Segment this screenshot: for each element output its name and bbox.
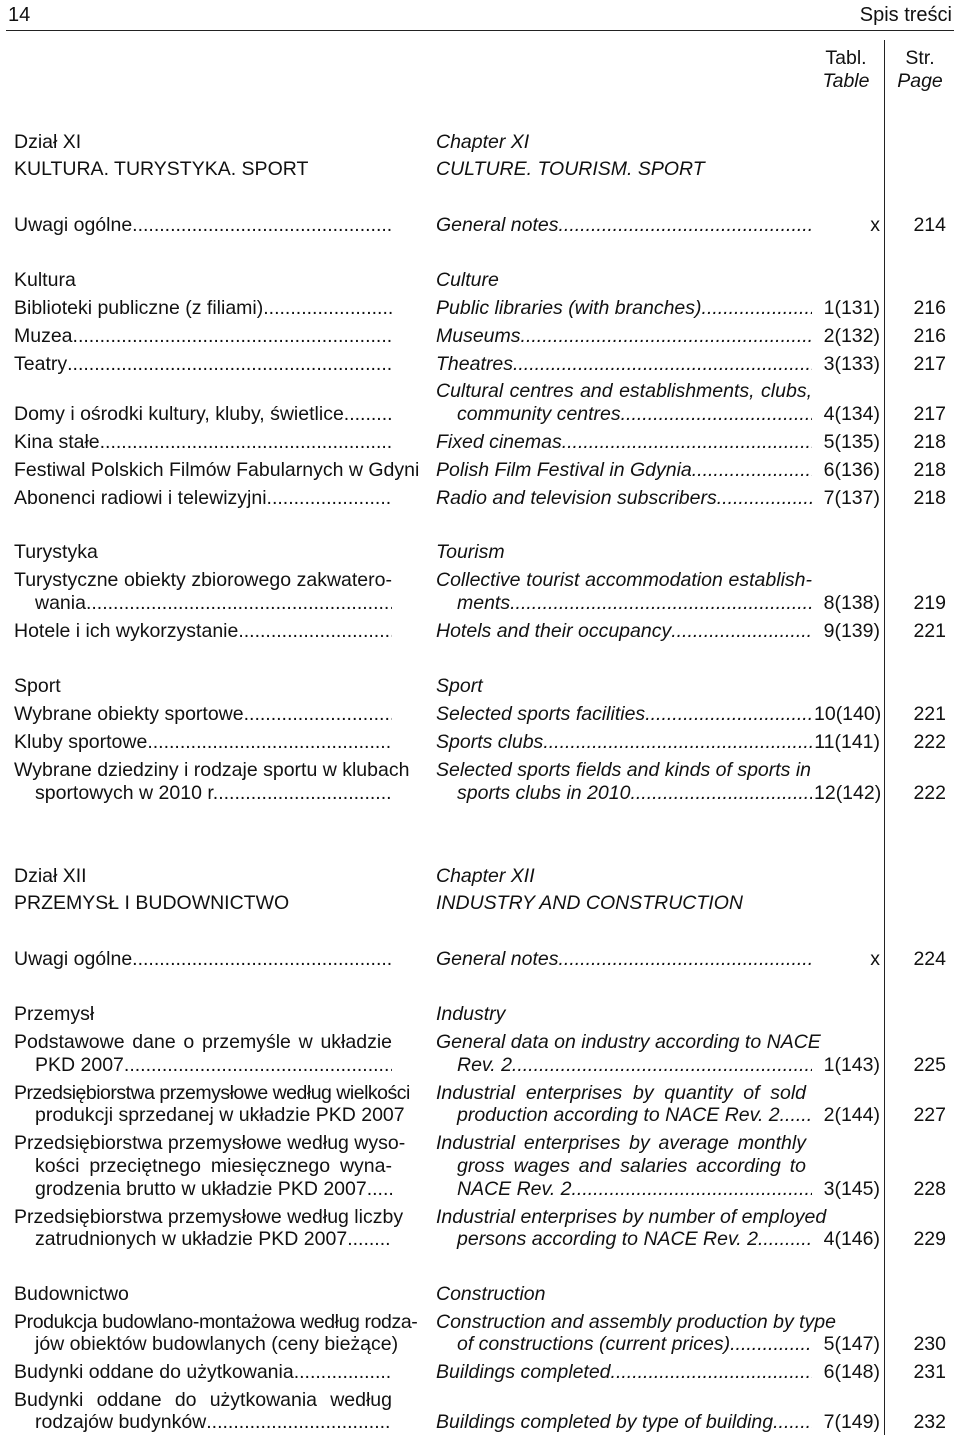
toc-entry-en[interactable]: ments ..... — [436, 592, 812, 615]
page-ref[interactable]: 214 — [913, 214, 946, 236]
toc-entry-pl[interactable]: Hotele i ich wykorzystanie ..... — [14, 620, 392, 643]
toc-entry-pl-line: Budynki oddane do użytkowania według — [14, 1389, 392, 1411]
section-heading-pl: Turystyka — [14, 541, 98, 563]
toc-entry-pl[interactable]: zatrudnionych w układzie PKD 2007 ..... — [14, 1228, 392, 1251]
table-number: 2(144) — [823, 1104, 880, 1126]
page-ref[interactable]: 232 — [913, 1411, 946, 1433]
toc-entry-en-line: Industrial enterprises by number of employed — [436, 1206, 827, 1228]
toc-entry-pl-line: Przedsiębiorstwa przemysłowe według wielkości — [14, 1082, 410, 1104]
table-number: x — [870, 948, 880, 970]
chapter-label-pl: Dział XI — [14, 131, 82, 153]
chapter-title-en: INDUSTRY AND CONSTRUCTION — [436, 892, 743, 914]
toc-entry-en[interactable]: Hotels and their occupancy ..... — [436, 620, 812, 643]
table-number: 12(142) — [814, 782, 882, 804]
toc-entry-pl[interactable]: Biblioteki publiczne (z filiami) ..... — [14, 297, 392, 320]
table-number: 1(131) — [823, 297, 880, 319]
toc-entry-pl[interactable]: sportowych w 2010 r. ..... — [14, 782, 392, 805]
toc-entry-en[interactable]: Buildings completed ..... — [436, 1361, 812, 1384]
toc-entry-pl[interactable]: Uwagi ogólne ..... — [14, 948, 392, 971]
toc-entry-pl[interactable]: Uwagi ogólne ..... — [14, 214, 392, 237]
toc-entry-en-line: Construction and assembly production by type — [436, 1311, 836, 1333]
page-ref[interactable]: 216 — [913, 297, 946, 319]
section-heading-en: Tourism — [436, 541, 505, 563]
page-ref[interactable]: 222 — [913, 731, 946, 753]
table-column-header — [812, 47, 880, 93]
table-number: 5(147) — [823, 1333, 880, 1355]
toc-entry-pl[interactable]: Abonenci radiowi i telewizyjni ..... — [14, 487, 392, 510]
header-rule — [6, 30, 954, 31]
table-number: 3(133) — [823, 353, 880, 375]
table-number: 7(149) — [823, 1411, 880, 1433]
toc-entry-en-line: Industrial enterprises by average monthly — [436, 1132, 806, 1154]
page-header-pl: Str. — [905, 47, 935, 69]
page-ref[interactable]: 230 — [913, 1333, 946, 1355]
toc-entry-en[interactable]: persons according to NACE Rev. 2 ..... — [436, 1228, 812, 1251]
toc-entry-pl[interactable]: produkcji sprzedanej w układzie PKD 2007 — [35, 1104, 405, 1126]
table-header-en: Table — [822, 70, 870, 92]
toc-entry-en-line: gross wages and salaries according to — [457, 1155, 806, 1177]
toc-entry-pl[interactable]: Wybrane obiekty sportowe ..... — [14, 703, 392, 726]
table-number: 1(143) — [823, 1054, 880, 1076]
table-number: 3(145) — [823, 1178, 880, 1200]
toc-entry-en[interactable]: Fixed cinemas ..... — [436, 431, 812, 454]
table-number: 6(148) — [823, 1361, 880, 1383]
toc-entry-pl-line: Wybrane dziedziny i rodzaje sportu w klubach — [14, 759, 410, 781]
toc-entry-pl-line: Turystyczne obiekty zbiorowego zakwatero- — [14, 569, 392, 591]
toc-entry-pl[interactable]: rodzajów budynków ..... — [14, 1411, 392, 1434]
table-number: x — [870, 214, 880, 236]
table-number: 8(138) — [823, 592, 880, 614]
page-header-en: Page — [897, 70, 943, 92]
toc-entry-en[interactable]: of constructions (current prices) ..... — [436, 1333, 812, 1356]
toc-entry-pl[interactable]: jów obiektów budowlanych (ceny bieżące) — [35, 1333, 399, 1355]
page-ref[interactable]: 222 — [913, 782, 946, 804]
page-ref[interactable]: 216 — [913, 325, 946, 347]
toc-entry-pl-line: Przedsiębiorstwa przemysłowe według wyso- — [14, 1132, 406, 1154]
toc-entry-en-line: Selected sports fields and kinds of sports in — [436, 759, 812, 781]
page-number: 14 — [8, 4, 31, 26]
page-ref[interactable]: 221 — [913, 703, 946, 725]
page-ref[interactable]: 229 — [913, 1228, 946, 1250]
toc-entry-en-line: Industrial enterprises by quantity of sold — [436, 1082, 806, 1104]
page-ref[interactable]: 218 — [913, 431, 946, 453]
chapter-title-pl: PRZEMYSŁ I BUDOWNICTWO — [14, 892, 290, 914]
page-ref[interactable]: 224 — [913, 948, 946, 970]
toc-entry-en[interactable]: Theatres ..... — [436, 353, 812, 376]
toc-entry-en-line: General data on industry according to NACE — [436, 1031, 821, 1053]
toc-entry-pl[interactable]: Festiwal Polskich Filmów Fabularnych w Gdyni — [14, 459, 420, 481]
section-heading-en: Culture — [436, 269, 499, 291]
toc-entry-en-line: Cultural centres and establishments, clubs, — [436, 380, 812, 402]
section-heading-en: Construction — [436, 1283, 546, 1305]
toc-entry-pl[interactable]: Teatry ..... — [14, 353, 392, 376]
toc-entry-pl[interactable]: Muzea ..... — [14, 325, 392, 348]
table-number: 10(140) — [814, 703, 882, 725]
toc-entry-en[interactable]: Public libraries (with branches) ..... — [436, 297, 812, 320]
table-number: 6(136) — [823, 459, 880, 481]
table-number: 2(132) — [823, 325, 880, 347]
page-ref[interactable]: 219 — [913, 592, 946, 614]
toc-entry-pl[interactable]: PKD 2007 ..... — [14, 1054, 392, 1077]
section-heading-pl: Budownictwo — [14, 1283, 129, 1305]
chapter-title-pl: KULTURA. TURYSTYKA. SPORT — [14, 158, 309, 180]
toc-entry-en-line: Collective tourist accommodation establish- — [436, 569, 812, 591]
table-header-pl: Tabl. — [825, 47, 867, 69]
section-heading-pl: Przemysł — [14, 1003, 95, 1025]
table-number: 5(135) — [823, 431, 880, 453]
section-heading-en: Industry — [436, 1003, 506, 1025]
toc-entry-en[interactable]: Buildings completed by type of building ..... — [436, 1411, 812, 1434]
header-title: Spis treści — [859, 4, 952, 26]
toc-entry-en[interactable]: Sports clubs ..... — [436, 731, 812, 754]
toc-entry-pl[interactable]: Kluby sportowe ..... — [14, 731, 392, 754]
page-ref[interactable]: 225 — [913, 1054, 946, 1076]
toc-entry-en[interactable]: General notes ..... — [436, 948, 812, 971]
table-number: 4(134) — [823, 403, 880, 425]
toc-entry-pl-line: kości przeciętnego miesięcznego wyna- — [35, 1155, 392, 1177]
toc-entry-pl[interactable]: wania ..... — [14, 592, 392, 615]
toc-entry-pl[interactable]: Budynki oddane do użytkowania ..... — [14, 1361, 392, 1384]
table-number: 11(141) — [814, 731, 880, 753]
page-ref[interactable]: 218 — [913, 487, 946, 509]
page-ref[interactable]: 218 — [913, 459, 946, 481]
page-ref[interactable]: 217 — [913, 353, 946, 375]
toc-entry-en[interactable]: sports clubs in 2010 ..... — [436, 782, 812, 805]
toc-entry-pl[interactable]: grodzenia brutto w układzie PKD 2007 ..... — [14, 1178, 392, 1201]
table-number: 7(137) — [823, 487, 880, 509]
page-ref[interactable]: 227 — [913, 1104, 946, 1126]
toc-entry-en[interactable]: Polish Film Festival in Gdynia ..... — [436, 459, 812, 482]
toc-entry-en[interactable]: Museums ..... — [436, 325, 812, 348]
chapter-label-en: Chapter XI — [436, 131, 530, 153]
page-ref[interactable]: 221 — [913, 620, 946, 642]
chapter-label-en: Chapter XII — [436, 865, 535, 887]
chapter-label-pl: Dział XII — [14, 865, 87, 887]
page-ref[interactable]: 231 — [913, 1361, 946, 1383]
toc-entry-pl-line: Produkcja budowlano-montażowa według rodza- — [14, 1311, 418, 1333]
toc-entry-en[interactable]: Selected sports facilities ..... — [436, 703, 812, 726]
toc-entry-pl[interactable]: Domy i ośrodki kultury, kluby, świetlice ..... — [14, 403, 392, 426]
toc-entry-en[interactable]: production according to NACE Rev. 2 ..... — [436, 1104, 812, 1127]
toc-entry-pl[interactable]: Kina stałe ..... — [14, 431, 392, 454]
toc-entry-en[interactable]: NACE Rev. 2 ..... — [436, 1178, 812, 1201]
toc-entry-pl-line: Podstawowe dane o przemyśle w układzie — [14, 1031, 392, 1053]
toc-entry-en[interactable]: Radio and television subscribers ..... — [436, 487, 812, 510]
page-column-header — [892, 47, 948, 93]
toc-entry-en[interactable]: community centres ..... — [436, 403, 812, 426]
toc-entry-en[interactable]: Rev. 2 ..... — [436, 1054, 812, 1077]
section-heading-pl: Kultura — [14, 269, 76, 291]
column-divider — [884, 40, 885, 1435]
section-heading-en: Sport — [436, 675, 483, 697]
page-ref[interactable]: 228 — [913, 1178, 946, 1200]
table-number: 9(139) — [823, 620, 880, 642]
table-number: 4(146) — [823, 1228, 880, 1250]
page-header — [0, 0, 960, 30]
toc-entry-en[interactable]: General notes ..... — [436, 214, 812, 237]
toc-entry-pl-line: Przedsiębiorstwa przemysłowe według liczby — [14, 1206, 404, 1228]
chapter-title-en: CULTURE. TOURISM. SPORT — [436, 158, 705, 180]
section-heading-pl: Sport — [14, 675, 61, 697]
page-ref[interactable]: 217 — [913, 403, 946, 425]
